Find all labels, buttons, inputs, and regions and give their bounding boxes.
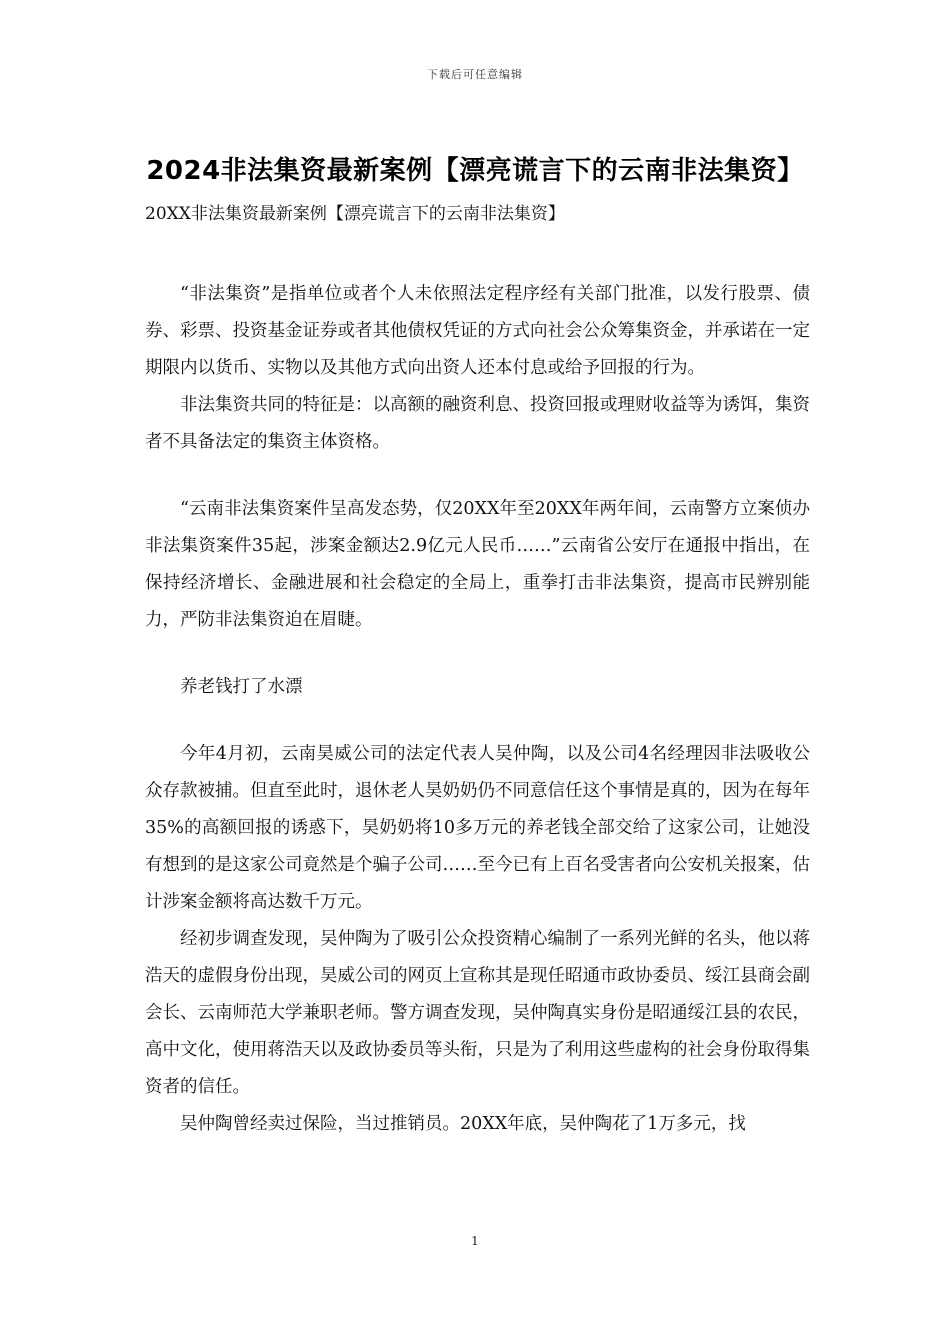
document-body xyxy=(145,200,810,1143)
paragraph-investigation: 经初步调查发现，吴仲陶为了吸引公众投资精心编制了一系列光鲜的名头，他以蒋浩天的虚假身份出现，昊威公司的网页上宣称其是现任昭通市政协委员、绥江县商会副会长、云南师范大学兼职老师。警方调查发现，吴仲陶真实身份是昭通绥江县的农民，高中文化，使用蒋浩天以及政协委员等头衔，只是为了利用这些虚构的社会身份取得集资者的信任。 xyxy=(145,929,810,1097)
page-header-note: 下载后可任意编辑 xyxy=(427,68,523,81)
paragraph-background: 吴仲陶曾经卖过保险，当过推销员。20XX年底，吴仲陶花了1万多元，找 xyxy=(180,1114,746,1134)
section-heading: 养老钱打了水漂 xyxy=(180,677,303,697)
paragraph-features: 非法集资共同的特征是：以高额的融资利息、投资回报或理财收益等为诱饵，集资者不具备法定的集资主体资格。 xyxy=(145,395,810,452)
paragraph-case-arrest: 今年4月初，云南昊威公司的法定代表人吴仲陶，以及公司4名经理因非法吸收公众存款被捕。但直至此时，退休老人昊奶奶仍不同意信任这个事情是真的，因为在每年35%的高额回报的诱惑下，昊奶奶将10多万元的养老钱全部交给了这家公司，让她没有想到的是这家公司竟然是个骗子公司……至今已有上百名受害者向公安机关报案，估计涉案金额将高达数千万元。 xyxy=(145,744,810,912)
document-title: 2024非法集资最新案例【漂亮谎言下的云南非法集资】 xyxy=(146,156,804,186)
spacer xyxy=(145,706,810,736)
spacer xyxy=(145,639,810,669)
paragraph-definition: “非法集资”是指单位或者个人未依照法定程序经有关部门批准，以发行股票、债券、彩票、投资基金证券或者其他债权凭证的方式向社会公众筹集资金，并承诺在一定期限内以货币、实物以及其他方式向出资人还本付息或给予回报的行为。 xyxy=(145,284,810,378)
paragraph-police-report: “云南非法集资案件呈高发态势，仅20XX年至20XX年两年间，云南警方立案侦办非法集资案件35起，涉案金额达2.9亿元人民币……”云南省公安厅在通报中指出，在保持经济增长、金融进展和社会稳定的全局上，重拳打击非法集资，提高市民辨别能力，严防非法集资迫在眉睫。 xyxy=(145,499,810,630)
spacer xyxy=(145,228,810,276)
spacer xyxy=(145,461,810,491)
document-subtitle: 20XX非法集资最新案例【漂亮谎言下的云南非法集资】 xyxy=(145,204,565,224)
page-number: 1 xyxy=(471,1234,479,1248)
